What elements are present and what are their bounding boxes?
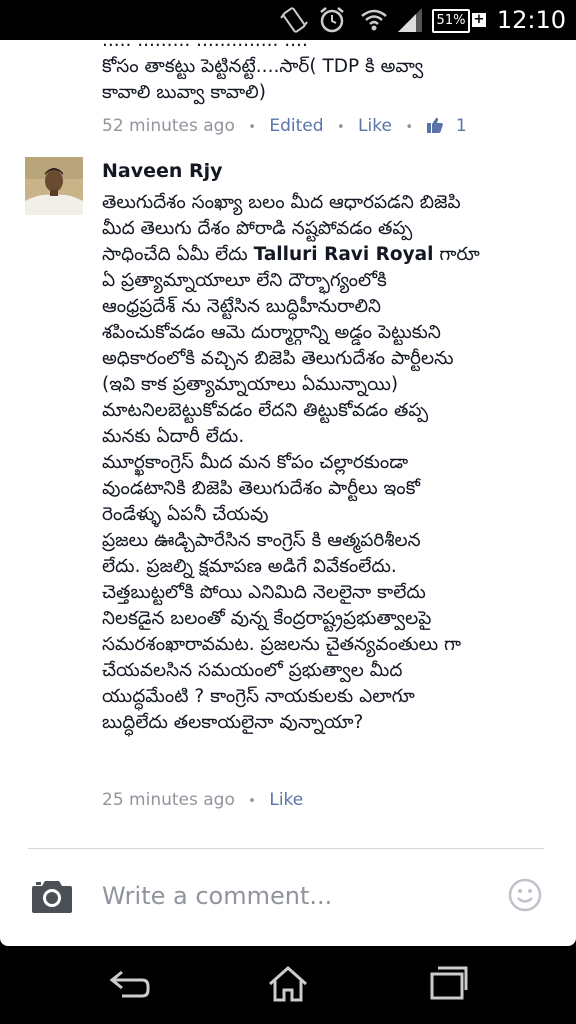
charging-icon: + xyxy=(473,12,485,27)
thumbs-up-icon[interactable] xyxy=(426,116,444,139)
comment-text-part1: తెలుగుదేశం సంఖ్యా బలం మీద ఆధారపడని బిజెపి మీద తెలుగు దేశం పోరాడి నష్టపోవడం తప్ప సాధించేది ఏమీ లేదు xyxy=(102,192,461,265)
comments-panel xyxy=(0,40,576,946)
previous-comment-meta: 52 minutes ago • Edited • Like • 1 xyxy=(102,116,467,139)
status-bar xyxy=(0,0,576,40)
previous-comment-line1: ..... ......... .............. .... xyxy=(102,40,308,51)
wifi-icon xyxy=(360,6,388,38)
navigation-bar xyxy=(0,946,576,1024)
battery-icon xyxy=(432,9,470,33)
like-button[interactable]: Like xyxy=(269,790,304,810)
like-count[interactable]: 1 xyxy=(455,116,467,136)
clock: 12:10 xyxy=(496,6,566,34)
signal-icon xyxy=(396,6,424,38)
divider xyxy=(28,848,544,849)
comment-author[interactable]: Naveen Rjy xyxy=(102,160,223,182)
back-icon[interactable] xyxy=(108,964,152,1008)
comment-timestamp: 52 minutes ago xyxy=(102,116,235,136)
camera-icon[interactable] xyxy=(30,878,74,918)
smiley-icon[interactable] xyxy=(508,878,542,916)
previous-comment-line2: కోసం తాకట్టు పెట్టినట్టే....సార్( TDP కి అవ్వా xyxy=(102,56,424,77)
vibrate-icon xyxy=(280,6,308,38)
alarm-icon xyxy=(318,6,346,38)
comment-text-part2: గారూ ఏ ప్రత్యామ్నాయాలూ లేని దౌర్భాగ్యంలోకి ఆంధ్రప్రదేశ్ ను నెట్టేసిన బుద్ధిహీనురాలిని శపించుకోవడం ఆమె దుర్మార్గాన్ని అడ్డం పెట్టుకుని అధికారంలోకి వచ్చిన బిజెపి తెలుగుదేశం పార్టీలను (ఇవి కాక ప్రత్యామ్నాయాలు ఏమున్నాయి) మాటనిలబెట్టుకోవడం లేదని తిట్టుకోవడం తప్ప మనకు ఏదారీ లేదు. మూర్ఖకాంగ్రెస్ మీద మన కోపం చల్లారకుండా వుండటానికి బిజెపి తెలుగుదేశం పార్టీలు ఇంకో రెండేళ్ళు ఏపనీ చేయవు ప్రజలు ఊడ్చిపారేసిన కాంగ్రెస్ కి ఆత్మపరిశీలన లేదు. ప్రజల్ని క్షమాపణ అడిగే వివేకంలేదు. చెత్తబుట్టలోకి పోయి ఎనిమిది నెలలైనా కాలేదు నిలకడైన బలంతో వున్న కేంద్రరాష్ట్రప్రభుత్వాలపై సమరశంఖారావమట. ప్రజలను చైతన్యవంతులు గా చేయవలసిన సమయంలో ప్రభుత్వాల మీద యుద్ధమేంటి ? కాంగ్రెస్ నాయకులకు ఎలాగూ బుద్ధిలేదు తలకాయలైనా వున్నాయా? xyxy=(102,244,480,733)
edited-link[interactable]: Edited xyxy=(269,116,324,136)
previous-comment-line3: కావాలి బువ్వా కావాలి) xyxy=(102,82,266,103)
battery-percent: 51% xyxy=(436,13,466,28)
comment-timestamp: 25 minutes ago xyxy=(102,790,235,810)
comment-body xyxy=(102,190,547,736)
previous-comment-text xyxy=(102,40,552,106)
recent-apps-icon[interactable] xyxy=(426,964,470,1008)
mention-link[interactable]: Talluri Ravi Royal xyxy=(253,244,434,265)
avatar[interactable] xyxy=(25,157,83,215)
comment-input[interactable]: Write a comment... xyxy=(102,882,333,910)
home-icon[interactable] xyxy=(266,964,310,1008)
comment-meta: 25 minutes ago • Like xyxy=(102,790,304,810)
like-button[interactable]: Like xyxy=(358,116,392,136)
